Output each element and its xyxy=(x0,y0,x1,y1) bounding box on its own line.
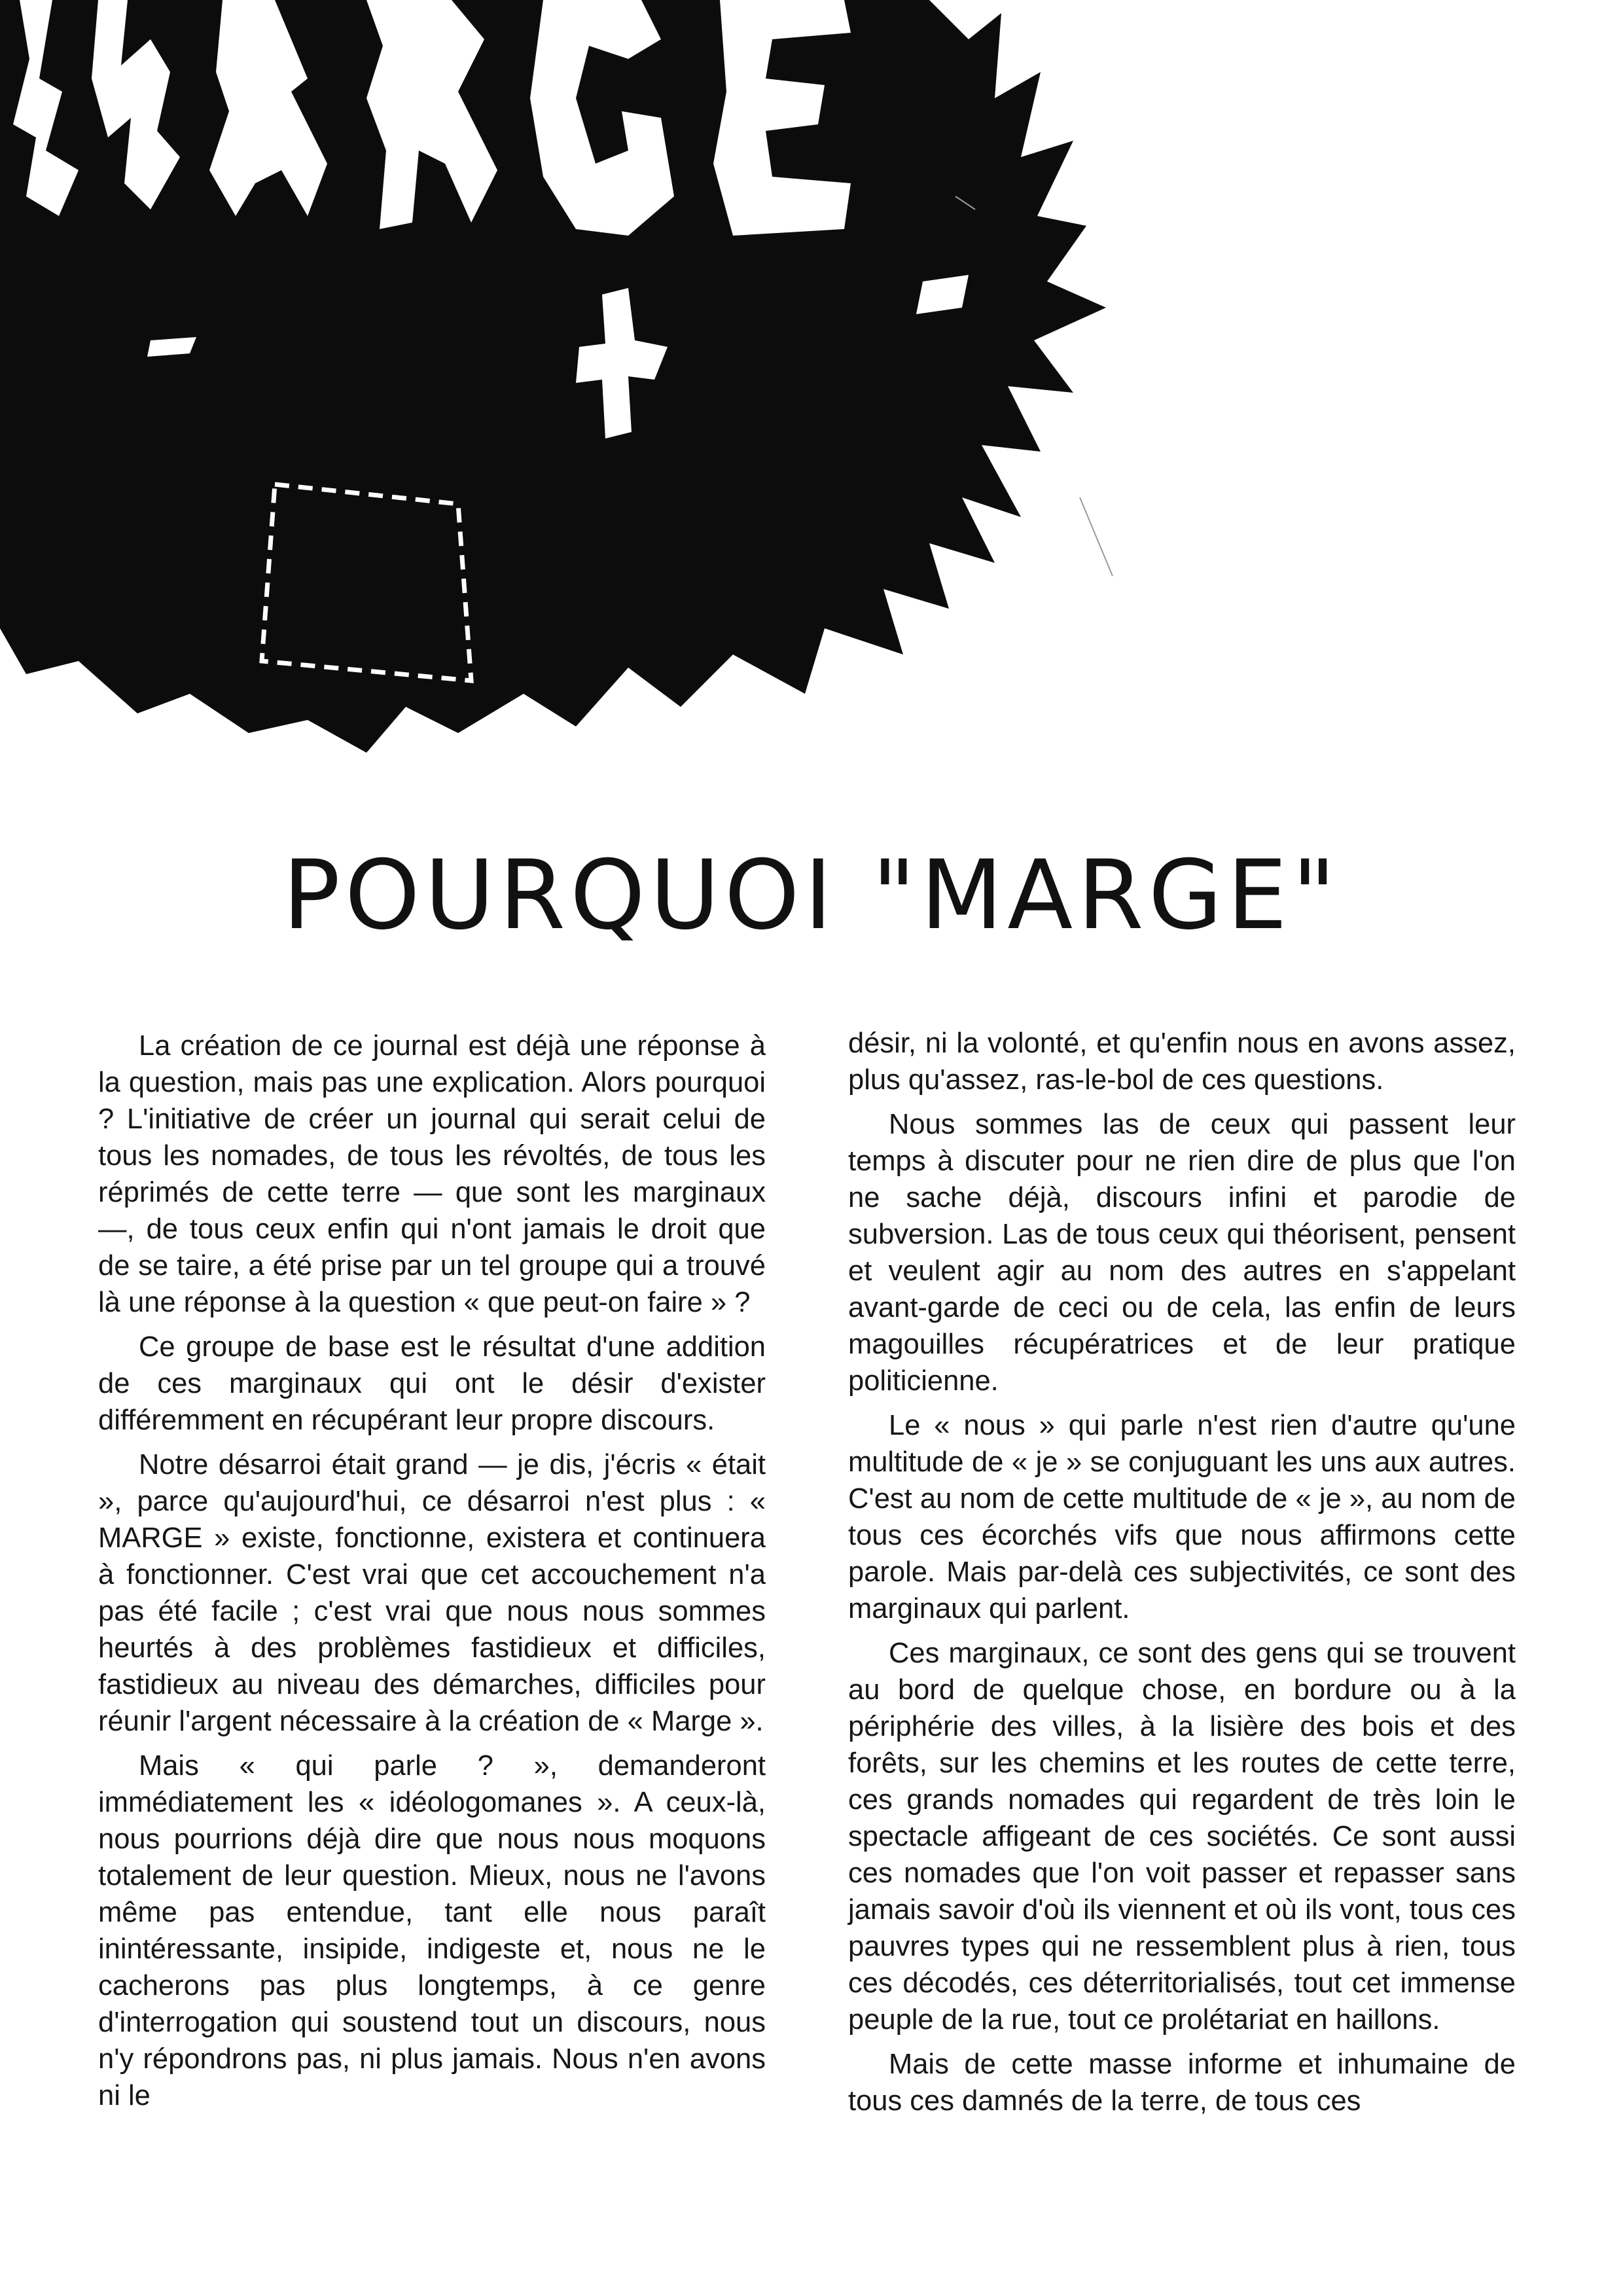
paragraph: Nous sommes las de ceux qui passent leur temps à discuter pour ne rien dire de plus que l'on ne sache déjà, discours infini et parodie de subversion. Las de tous ceux qui théorisent, pensent et veulent agir au nom des autres en s'appelant avant-garde de ceci ou de cela, las enfin de leurs magouilles récupératrices et de leur pratique politicienne. xyxy=(848,1109,1516,1397)
paragraph: Notre désarroi était grand — je dis, j'écris « était », parce qu'aujourd'hui, ce désarroi n'est plus : « MARGE » existe, fonctionne, existera et continuera à fonctionner. C'est vrai que cet accouchement n'a pas été facile ; c'est vrai que nous nous sommes heurtés à des problèmes fastidieux et difficiles, fastidieux au niveau des démarches, difficiles pour réunir l'argent nécessaire à la création de « Marge ». xyxy=(98,1449,766,1737)
paragraph: Mais « qui parle ? », demanderont immédiatement les « idéologomanes ». A ceux-là, nous pourrions déjà dire que nous nous moquons totalement de leur question. Mieux, nous ne l'avons même pas entendue, tant elle nous paraît inintéressante, insipide, indigeste et, nous ne le cacherons pas plus longtemps, à ce genre d'interrogation qui soustend tout un discours, nous n'y répondrons pas, ni plus jamais. Nous n'en avons ni le xyxy=(98,1750,766,2111)
paragraph: Le « nous » qui parle n'est rien d'autre qu'une multitude de « je » se conjuguant les uns aux autres. C'est au nom de cette multitude de « je », au nom de tous ces écorchés vifs que nous affirmons cette parole. Mais par-delà ces subjectivités, ce sont des marginaux qui parlent. xyxy=(848,1410,1516,1624)
article-column-right xyxy=(848,1025,1516,2127)
page-title: POURQUOI "MARGE" xyxy=(282,840,1341,951)
paragraph: Mais de cette masse informe et inhumaine de tous ces damnés de la terre, de tous ces xyxy=(848,2049,1516,2117)
paragraph: Ce groupe de base est le résultat d'une addition de ces marginaux qui ont le désir d'exister différemment en récupérant leur propre discours. xyxy=(98,1331,766,1436)
paragraph: désir, ni la volonté, et qu'enfin nous en avons assez, plus qu'assez, ras-le-bol de ces questions. xyxy=(848,1028,1516,1096)
paragraph: La création de ce journal est déjà une réponse à la question, mais pas une explication. Alors pourquoi ? L'initiative de créer un journal qui serait celui de tous les nomades, de tous les révoltés, de tous les réprimés de cette terre — que sont les marginaux —, de tous ceux enfin qui n'ont jamais le droit que de se taire, a été prise par un tel groupe qui a trouvé là une réponse à la question « que peut-on faire » ? xyxy=(98,1030,766,1318)
paragraph: Ces marginaux, ce sont des gens qui se trouvent au bord de quelque chose, en bordure ou à la périphérie des villes, à la lisière des bois et des forêts, sur les chemins et les routes de cette terre, ces grands nomades qui regardent de très loin le spectacle affigeant de ces sociétés. Ce sont aussi ces nomades que l'on voit passer et repasser sans jamais savoir d'où ils viennent et où ils vont, tous ces pauvres types qui ne ressemblent plus à rien, tous ces décodés, ces déterritorialisés, tout cet immense peuple de la rue, tout ce prolétariat en haillons. xyxy=(848,1638,1516,2036)
article-column-left xyxy=(98,1028,766,2122)
masthead-logo xyxy=(0,0,1126,785)
